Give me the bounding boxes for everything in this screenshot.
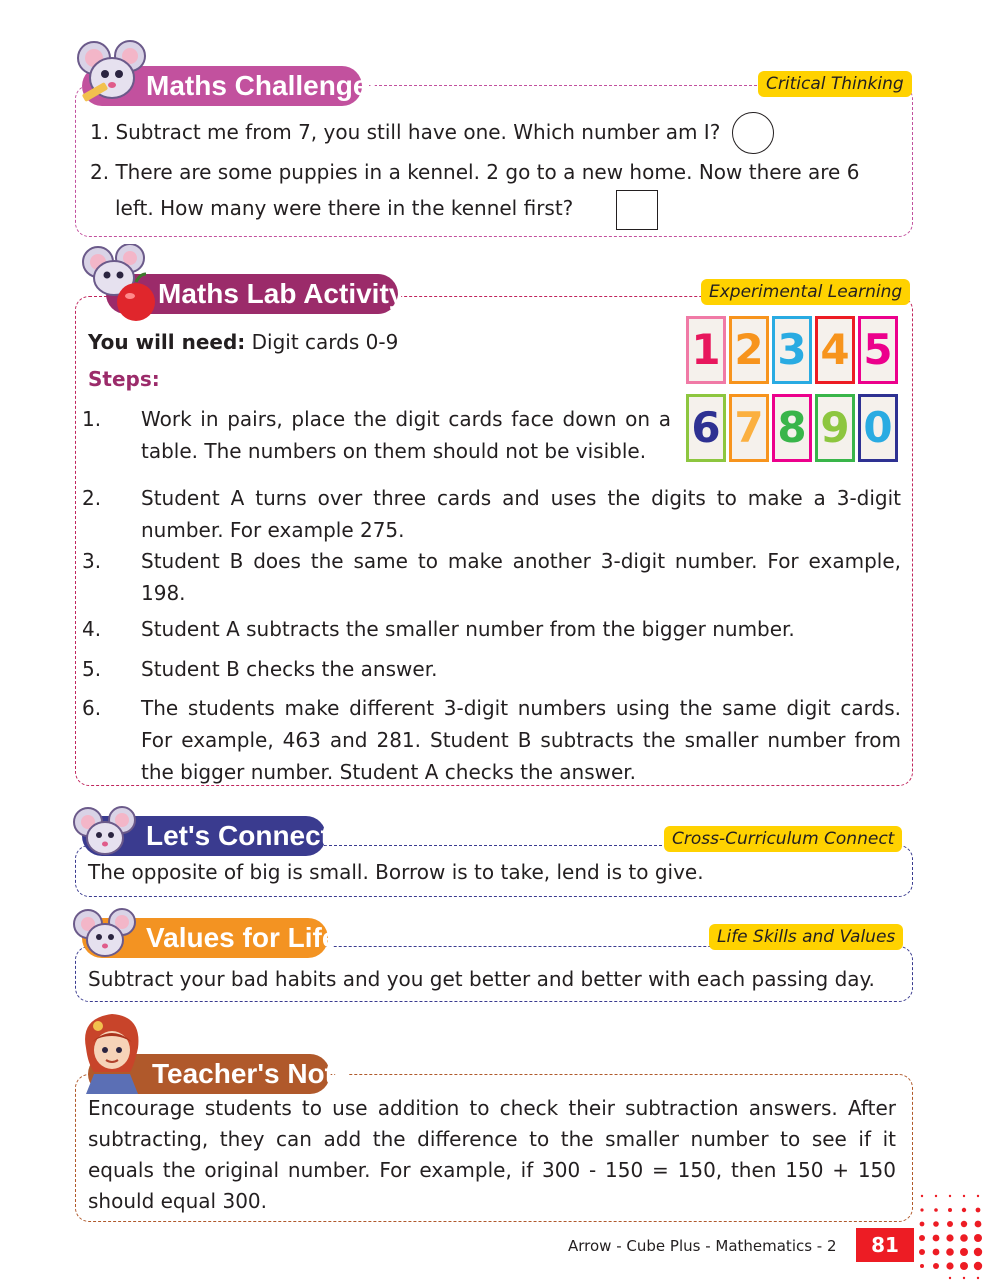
challenger-title: Maths Challenger bbox=[82, 66, 362, 106]
lab-title: Maths Lab Activity bbox=[106, 274, 398, 314]
step-number: 3. bbox=[82, 549, 102, 573]
digit-card: 4 bbox=[815, 316, 855, 384]
step-text: Student A turns over three cards and uses the digits to make a 3-digit number. For example 275. bbox=[141, 486, 901, 542]
page-number: 81 bbox=[856, 1228, 914, 1262]
values-title: Values for Life bbox=[82, 918, 328, 958]
digit-card: 6 bbox=[686, 394, 726, 462]
critical-thinking-tag: Critical Thinking bbox=[758, 71, 912, 97]
connect-title: Let's Connect bbox=[82, 816, 326, 856]
digit-card: 5 bbox=[858, 316, 898, 384]
step-text: Student A subtracts the smaller number from the bigger number. bbox=[141, 617, 795, 641]
challenger-question-2-line-2: left. How many were there in the kennel first? bbox=[115, 196, 574, 220]
digit-card: 2 bbox=[729, 316, 769, 384]
step-number: 2. bbox=[82, 486, 102, 510]
step-text: Work in pairs, place the digit cards face down on a table. The numbers on them should not be visible. bbox=[141, 407, 671, 463]
digit-card: 1 bbox=[686, 316, 726, 384]
digit-card: 8 bbox=[772, 394, 812, 462]
you-will-need bbox=[88, 327, 398, 357]
challenger-question-2-line-1: 2. There are some puppies in a kennel. 2 go to a new home. Now there are 6 bbox=[90, 160, 860, 184]
digit-cards-image bbox=[686, 316, 899, 464]
teacher-title: Teacher's Note bbox=[88, 1054, 330, 1094]
step-text: The students make different 3-digit numbers using the same digit cards. For example, 463 and 281. Student B subtracts the smaller number from the bigger number. Student A checks the answer. bbox=[141, 696, 901, 784]
steps-label: Steps: bbox=[88, 367, 160, 391]
step-number: 5. bbox=[82, 657, 102, 681]
answer-box[interactable] bbox=[616, 190, 658, 230]
footer-book-title: Arrow - Cube Plus - Mathematics - 2 bbox=[568, 1237, 837, 1255]
mouse-mascot-icon bbox=[70, 906, 140, 962]
step-number: 4. bbox=[82, 617, 102, 641]
life-skills-tag: Life Skills and Values bbox=[709, 924, 903, 950]
teacher-girl-icon bbox=[76, 1008, 146, 1094]
mouse-mascot-icon bbox=[70, 804, 140, 860]
step-number: 1. bbox=[82, 407, 102, 431]
mouse-mascot-icon bbox=[72, 38, 150, 110]
teacher-text: Encourage students to use addition to check their subtraction answers. After subtracting, they can add the difference to the smaller number to see if it equals the original number. For example, if 300 - 150 = 150, then 150 + 150 should equal 300. bbox=[88, 1096, 896, 1213]
digit-card: 3 bbox=[772, 316, 812, 384]
experimental-learning-tag: Experimental Learning bbox=[701, 279, 910, 305]
you-will-need-value: Digit cards 0-9 bbox=[251, 330, 399, 354]
cross-curriculum-tag: Cross-Curriculum Connect bbox=[664, 826, 902, 852]
decorative-dots-icon bbox=[916, 1190, 989, 1280]
digit-card: 0 bbox=[858, 394, 898, 462]
step-number: 6. bbox=[82, 696, 102, 720]
you-will-need-label: You will need: bbox=[88, 330, 246, 354]
values-text: Subtract your bad habits and you get better and better with each passing day. bbox=[88, 967, 875, 991]
challenger-question-1: 1. Subtract me from 7, you still have one. Which number am I? bbox=[90, 120, 721, 144]
answer-circle[interactable] bbox=[732, 112, 774, 154]
step-text: Student B does the same to make another 3-digit number. For example, 198. bbox=[141, 549, 901, 605]
step-text: Student B checks the answer. bbox=[141, 657, 438, 681]
mouse-apple-mascot-icon bbox=[76, 244, 168, 328]
connect-text: The opposite of big is small. Borrow is to take, lend is to give. bbox=[88, 860, 704, 884]
digit-card: 7 bbox=[729, 394, 769, 462]
digit-card: 9 bbox=[815, 394, 855, 462]
